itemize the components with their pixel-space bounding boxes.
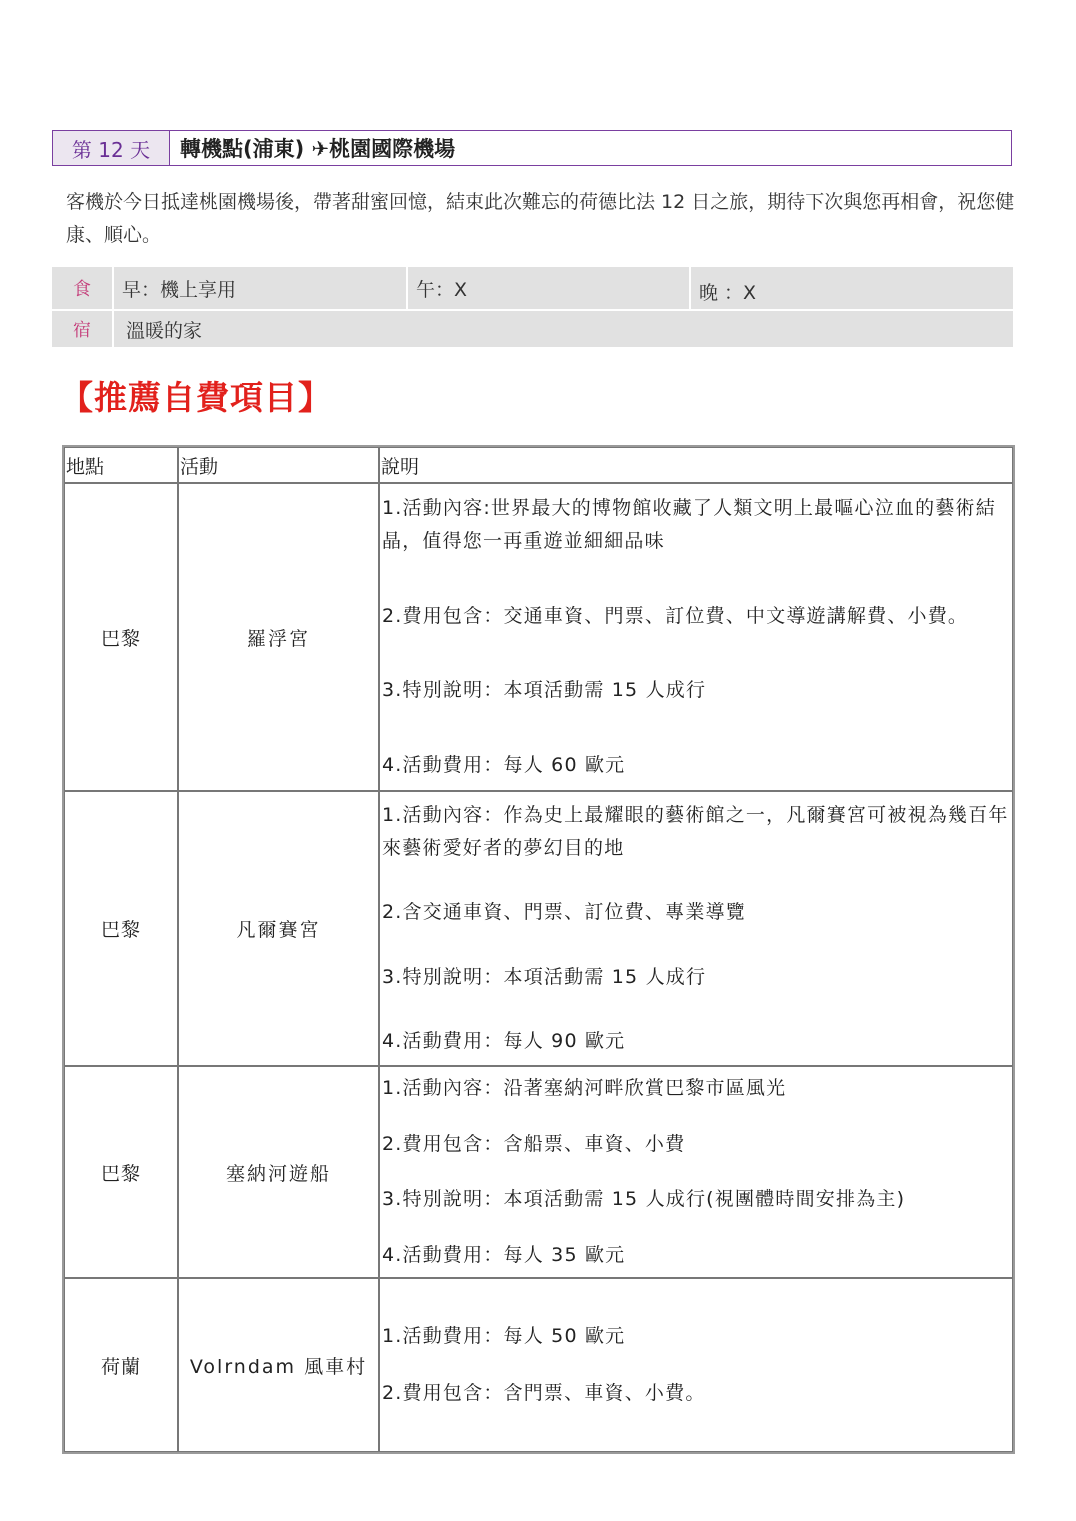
description-line: 3.特別說明：本項活動需 15 人成行(視團體時間安排為主): [382, 1188, 906, 1211]
activity-cell: 塞納河遊船: [178, 1066, 379, 1278]
location-cell: 荷蘭: [64, 1278, 178, 1452]
table-row: [64, 1066, 1013, 1278]
location-cell: 巴黎: [64, 1066, 178, 1278]
table-header-row: [64, 447, 1013, 483]
header-description: 說明: [379, 447, 1013, 483]
description-cell: [379, 791, 1013, 1066]
hotel-label: 宿: [52, 311, 114, 347]
day-header: [52, 130, 1012, 166]
description-cell: [379, 1278, 1013, 1452]
day-number: 第 12 天: [53, 131, 170, 165]
lunch-cell: 午：X: [408, 267, 691, 309]
description-line: 1.活動內容：作為史上最耀眼的藝術館之一，凡爾賽宮可被視為幾百年來藝術愛好者的夢幻目的地: [382, 803, 1009, 859]
location-cell: 巴黎: [64, 791, 178, 1066]
description-cell: [379, 483, 1013, 791]
activity-cell: Volrndam 風車村: [178, 1278, 379, 1452]
description-line: 3.特別說明：本項活動需 15 人成行: [382, 679, 707, 702]
hotel-row: [52, 311, 1013, 347]
section-title: 【推薦自費項目】: [60, 378, 332, 417]
activity-cell: 凡爾賽宮: [178, 791, 379, 1066]
table-row: [64, 791, 1013, 1066]
header-activity: 活動: [178, 447, 379, 483]
table-row: [64, 1278, 1013, 1452]
table-row: [64, 483, 1013, 791]
meals-table: [52, 267, 1013, 347]
description-line: 1.活動內容:世界最大的博物館收藏了人類文明上最嘔心泣血的藝術結晶，值得您一再重遊並細細品味: [382, 497, 996, 552]
description-line: 3.特別說明：本項活動需 15 人成行: [382, 965, 707, 988]
description-line: 2.費用包含：含船票、車資、小費: [382, 1132, 686, 1155]
header-location: 地點: [64, 447, 178, 483]
description-line: 1.活動內容：沿著塞納河畔欣賞巴黎市區風光: [382, 1077, 787, 1099]
activity-cell: 羅浮宮: [178, 483, 379, 791]
meal-label: 食: [52, 267, 114, 309]
description-line: 4.活動費用：每人 90 歐元: [382, 1030, 626, 1053]
meals-row: [52, 267, 1013, 311]
location-cell: 巴黎: [64, 483, 178, 791]
description-line: 2.費用包含：交通車資、門票、訂位費、中文導遊講解費、小費。: [382, 604, 969, 627]
description-line: 1.活動費用：每人 50 歐元: [382, 1325, 626, 1347]
description-line: 4.活動費用：每人 35 歐元: [382, 1243, 626, 1266]
hotel-cell: 溫暖的家: [126, 319, 203, 342]
description-line: 4.活動費用：每人 60 歐元: [382, 753, 626, 776]
dinner-cell: 晚 ：X: [699, 281, 757, 304]
optional-activities-table: [62, 445, 1015, 1454]
breakfast-cell: 早：機上享用: [114, 267, 408, 309]
description-cell: [379, 1066, 1013, 1278]
day-description: 客機於今日抵達桃園機場後，帶著甜蜜回憶，結束此次難忘的荷德比法 12 日之旅，期待下次與您再相會，祝您健康、順心。: [66, 191, 1015, 246]
day-title: 轉機點(浦東) ✈桃園國際機場: [180, 137, 456, 161]
description-line: 2.費用包含：含門票、車資、小費。: [382, 1382, 706, 1404]
description-line: 2.含交通車資、門票、訂位費、專業導覽: [382, 901, 746, 924]
